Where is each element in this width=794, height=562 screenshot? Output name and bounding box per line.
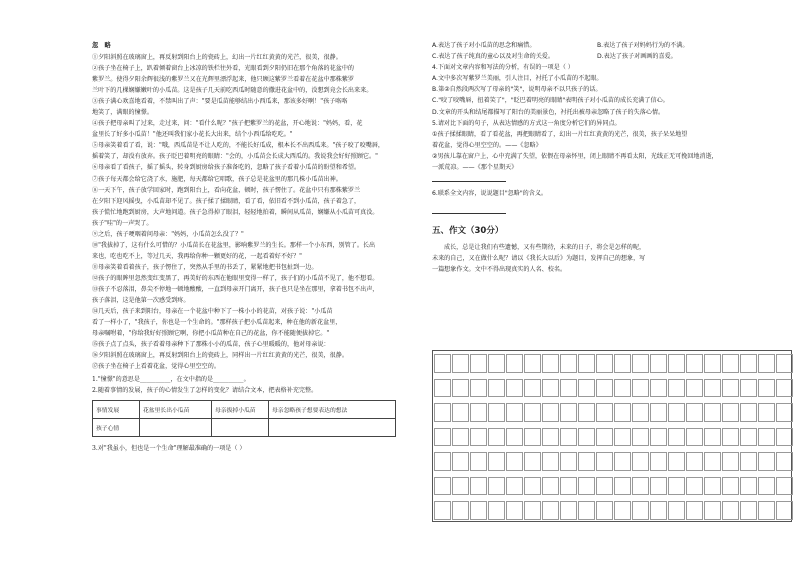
grid-cell[interactable] [668, 379, 685, 398]
grid-cell[interactable] [776, 403, 793, 422]
question-2: 2.随着事情的发展，孩子的心情发生了怎样的变化？请结合文本，把表格补充完整。 [92, 387, 318, 395]
grid-cell[interactable] [560, 452, 577, 471]
text-line: ⑦孩子每天都会给它浇了水，施肥，每天都给它唱歌，孩子总是花盆里的那几株小瓜苗出神。 [92, 175, 342, 183]
text-line: ④孩子把母亲叫了过来，走过来，问："看什么呢？"孩子把紫罗兰的花盆，开心地说："妈妈，看，花 [92, 120, 363, 128]
questions-column [432, 40, 794, 276]
grid-cell[interactable] [686, 477, 703, 496]
text-line: ①夕阳斜照在玻璃窗上，再反射到阳台上的瓷砖上，幻出一片红红黄黄的光芒，很美，很静。 [92, 54, 342, 61]
grid-cell[interactable] [668, 452, 685, 471]
grid-cell[interactable] [470, 354, 487, 373]
grid-cell[interactable] [740, 354, 757, 373]
grid-cell[interactable] [632, 452, 649, 471]
grid-cell[interactable] [650, 428, 667, 447]
grid-cell[interactable] [524, 501, 541, 520]
option-b: B.表达了孩子对妈妈行为的不满。 [597, 42, 689, 49]
grid-cell[interactable] [668, 501, 685, 520]
grid-cell[interactable] [686, 354, 703, 373]
text-line: ⑨之后，孩子哽咽着问母亲："妈妈，小瓜苗怎么没了？" [92, 230, 244, 238]
grid-cell[interactable] [560, 354, 577, 373]
grid-cell[interactable] [434, 354, 451, 373]
text-line: ⑮孩子点了点头，孩子看着母亲种下了那株小小的瓜苗，孩子心里暖暖的，他对母亲说： [92, 341, 330, 349]
grid-cell[interactable] [506, 379, 523, 398]
text-line: C."咬了咬嘴唇，扭着笑了"，"眨巴着明亮的眼睛"表明孩子对小瓜苗的成长充满了信心。 [432, 97, 669, 105]
text-line: ⑥母亲看了看孩子，摇了摇头，转身到厨房给孩子准备吃的，忽略了孩子看着小瓜苗的盼望和希望。 [92, 164, 361, 172]
option-a: A.表达了孩子对小瓜苗的思念和痛惜。 [432, 42, 536, 49]
table-cell[interactable] [212, 419, 269, 437]
reading-column [92, 40, 422, 455]
grid-cell[interactable] [722, 452, 739, 471]
grid-cell[interactable] [650, 452, 667, 471]
grid-cell[interactable] [668, 477, 685, 496]
grid-cell[interactable] [488, 477, 505, 496]
text-line: 看了一样小了，"我孩子，你也是一个生命的。"那样孩子把小瓜苗起来，种在他的新花盆里， [92, 319, 342, 327]
text-line: ⑭几天后，孩子来到阳台，母亲在一个花盆中种下了一株小小的花苗，对孩子说："小瓜苗 [92, 308, 333, 316]
grid-cell[interactable] [434, 379, 451, 398]
essay-writing-grid[interactable] [432, 350, 792, 522]
grid-cell[interactable] [542, 501, 559, 520]
grid-cell[interactable] [596, 379, 613, 398]
grid-cell[interactable] [434, 452, 451, 471]
grid-cell[interactable] [686, 428, 703, 447]
table-header: 花盆里长出小瓜苗 [140, 401, 212, 419]
text-line: ⑩"我拔掉了，这有什么可惜的？小瓜苗长在花盆里，影响紫罗兰的生长。那样一个小东西，别管了。长出 [92, 241, 376, 249]
text-line: 地笑了，满眼的憧憬。 [92, 109, 153, 117]
text-line: A.文中多次写紫罗兰美丽，引人注目，衬托了小瓜苗的不起眼。 [432, 75, 603, 83]
grid-cell[interactable] [434, 403, 451, 422]
grid-cell[interactable] [578, 452, 595, 471]
grid-cell[interactable] [452, 477, 469, 496]
text-line: 未来的自己，又在做什么呢？请以《我长大以后》为题目，发挥自己的想象，写 [432, 255, 646, 263]
grid-cell[interactable] [434, 477, 451, 496]
grid-cell[interactable] [650, 501, 667, 520]
grid-cell[interactable] [434, 501, 451, 520]
table-header: 事情发展 [93, 401, 140, 419]
grid-cell[interactable] [506, 428, 523, 447]
grid-cell[interactable] [578, 403, 595, 422]
grid-cell[interactable] [614, 501, 631, 520]
text-line: 成长，总是让我们有些遗憾，又有些期待，未来的日子，将会是怎样的呢， [444, 244, 646, 252]
grid-cell[interactable] [722, 403, 739, 422]
grid-cell[interactable] [452, 354, 469, 373]
text-line: 孩子落泪，这是他第一次感受到疼。 [92, 297, 190, 305]
grid-cell[interactable] [704, 501, 721, 520]
article-body [92, 52, 422, 372]
grid-cell[interactable] [470, 477, 487, 496]
option-d: D.表达了孩子对画画的喜爱。 [597, 53, 677, 61]
grid-cell[interactable] [722, 354, 739, 373]
text-line: 着花盆，觉得心里空空的。——《忽略》 [432, 141, 542, 149]
grid-cell[interactable] [758, 403, 775, 422]
grid-cell[interactable] [542, 477, 559, 496]
grid-cell[interactable] [542, 452, 559, 471]
grid-cell[interactable] [614, 403, 631, 422]
grid-cell[interactable] [578, 477, 595, 496]
question-4-options [432, 73, 794, 117]
grid-cell[interactable] [704, 428, 721, 447]
grid-cell[interactable] [776, 452, 793, 471]
option-c: C.表达了孩子纯真的童心以及对生命的关爱。 [432, 53, 554, 61]
grid-cell[interactable] [704, 403, 721, 422]
grid-cell[interactable] [740, 379, 757, 398]
grid-cell[interactable] [668, 354, 685, 373]
text-line: 兰叶下的几棵娴嫌嫩叶的小瓜苗。这是孩子几天前吃西瓜时随意的撒进花盆中的，没想到竟会长出来来。 [92, 87, 373, 95]
grid-cell[interactable] [560, 403, 577, 422]
options-cd [432, 51, 794, 62]
grid-cell[interactable] [452, 379, 469, 398]
grid-cell[interactable] [470, 501, 487, 520]
grid-cell[interactable] [596, 428, 613, 447]
grid-cell[interactable] [758, 452, 775, 471]
grid-cell[interactable] [560, 428, 577, 447]
text-line: B.第②自然段两次写了母亲的"笑"，说明母亲不以只孩子的话。 [432, 86, 602, 94]
grid-cell[interactable] [632, 354, 649, 373]
grid-cell[interactable] [524, 452, 541, 471]
question-1: 1."憧憬"的意思是__________，在文中指的是__________。 [92, 376, 250, 384]
grid-cell[interactable] [614, 379, 631, 398]
grid-cell[interactable] [524, 403, 541, 422]
grid-cell[interactable] [632, 477, 649, 496]
text-line: ⑧一天下午，孩子放学回家时，跑到阳台上，看向花盆，顿时，孩子愣住了。花盆中只有那株紫罗兰 [92, 186, 361, 194]
grid-cell[interactable] [578, 379, 595, 398]
grid-cell[interactable] [614, 428, 631, 447]
grid-cell[interactable] [722, 477, 739, 496]
grid-cell[interactable] [614, 477, 631, 496]
grid-cell[interactable] [506, 501, 523, 520]
grid-cell[interactable] [524, 428, 541, 447]
grid-cell[interactable] [452, 403, 469, 422]
grid-cell[interactable] [596, 477, 613, 496]
text-line: ⑰孩子坐在椅子上看着花盆，觉得心里空空的。 [92, 363, 220, 371]
grid-cell[interactable] [596, 501, 613, 520]
grid-cell[interactable] [758, 379, 775, 398]
grid-cell[interactable] [452, 428, 469, 447]
section-title: 五、作文（30分） [432, 226, 504, 237]
question-5-items [432, 129, 794, 173]
text-line: 来也，吃也吃不上，等过几天，我再给你种一颗更好的花，一起看着好不好？" [92, 252, 302, 260]
text-line: 孩子"哇"的一声哭了。 [92, 219, 153, 227]
text-line: ①孩子揉揉眼睛，看了看花盆，再把眼睛看了，幻出一片红红黄黄的光芒，很美，孩子呆呆地望 [432, 130, 688, 138]
grid-cell[interactable] [632, 501, 649, 520]
grid-cell[interactable] [704, 477, 721, 496]
grid-cell[interactable] [704, 354, 721, 373]
grid-cell[interactable] [668, 428, 685, 447]
grid-cell[interactable] [470, 428, 487, 447]
grid-cell[interactable] [740, 501, 757, 520]
table-header: 母亲拔掉小瓜苗 [212, 401, 269, 419]
grid-cell[interactable] [704, 452, 721, 471]
grid-cell[interactable] [776, 428, 793, 447]
grid-cell[interactable] [488, 403, 505, 422]
table-row-label: 孩子心情 [93, 419, 140, 437]
grid-cell[interactable] [506, 403, 523, 422]
grid-cell[interactable] [758, 428, 775, 447]
grid-cell[interactable] [668, 403, 685, 422]
text-line: ⑤母亲笑着看了看，说："哦，西瓜苗是不让人吃的，不能长好瓜成，根本长不出西瓜来。"孩子咬了咬嘴唇， [92, 142, 385, 150]
grid-cell[interactable] [740, 452, 757, 471]
grid-cell[interactable] [776, 354, 793, 373]
grid-cell[interactable] [650, 403, 667, 422]
question-4: 4.下面对文章内容和写法的分析，有误的一项是（ ） [432, 64, 574, 72]
grid-cell[interactable] [488, 354, 505, 373]
grid-cell[interactable] [506, 354, 523, 373]
grid-cell[interactable] [722, 379, 739, 398]
grid-cell[interactable] [560, 379, 577, 398]
answer-line [432, 205, 506, 214]
grid-cell[interactable] [650, 354, 667, 373]
text-line: ②男孩儿靠在窗户上，心中充满了失望，依偎在母亲怀里，闭上眼睛不再看太阳，光线正无可挽回地消逝， [432, 152, 718, 160]
grid-cell[interactable] [578, 428, 595, 447]
grid-cell[interactable] [758, 501, 775, 520]
grid-cell[interactable] [506, 477, 523, 496]
grid-cell[interactable] [488, 501, 505, 520]
grid-cell[interactable] [632, 403, 649, 422]
grid-cell[interactable] [470, 452, 487, 471]
mood-table [92, 400, 396, 437]
grid-cell[interactable] [470, 403, 487, 422]
text-line: ②孩子坐在椅子上，趴着倾着窗台上冰凉的铁栏往外看，光眼看到夕阳仍旧在那个角落的花盆中的 [92, 65, 355, 73]
grid-cell[interactable] [758, 477, 775, 496]
text-line: 母亲嘱咐着，"你给我好好照顾它啊，你把小瓜苗种在自己的花盆，你不能随便拔掉它。" [92, 330, 330, 338]
grid-cell[interactable] [506, 452, 523, 471]
text-line: D.文章的开头和结尾都描写了阳台的美丽景色，衬托出被母亲忽略了孩子的失落心情。 [432, 108, 665, 116]
grid-cell[interactable] [542, 428, 559, 447]
options-ab [432, 40, 794, 51]
grid-cell[interactable] [758, 354, 775, 373]
grid-cell[interactable] [560, 477, 577, 496]
essay-prompt [432, 242, 794, 275]
grid-cell[interactable] [740, 428, 757, 447]
text-line: 摇着笑了，却没有放弃。孩子眨巴着明亮的眼睛："会的，小瓜苗会长成大西瓜的。我说我会好好照顾它。" [92, 153, 378, 161]
text-line: ⑬孩子不忍落泪，鼻尖不停地一顿地酸酸，一直到母亲开门离开，孩子也只是坐在那里，拿着书包不出声， [92, 285, 379, 293]
grid-cell[interactable] [542, 379, 559, 398]
grid-cell[interactable] [614, 354, 631, 373]
grid-cell[interactable] [740, 403, 757, 422]
table-header: 母亲忽略孩子想要表达的想法 [269, 401, 396, 419]
grid-cell[interactable] [614, 452, 631, 471]
text-line: 盆里长了好多小瓜苗！"他还叫我们家小花长大出来，结个小西瓜给吃吃。" [92, 131, 293, 139]
text-line: 一篇想象作文。文中不得出现真实的人名、校名。 [432, 266, 567, 274]
grid-cell[interactable] [650, 379, 667, 398]
question-5: 5.请对比下面的句子，从表达情感的方式这一角度分析它们的异同点。 [432, 119, 621, 127]
grid-cell[interactable] [470, 379, 487, 398]
grid-cell[interactable] [596, 403, 613, 422]
grid-cell[interactable] [686, 452, 703, 471]
text-line: 孩子慌忙地跑到厨房，大声地问道。孩子急得掉了眼泪，轻轻地拍着，瞬间从瓜苗，娴嫌从小瓜苗可真没。 [92, 208, 379, 216]
grid-cell[interactable] [632, 379, 649, 398]
grid-cell[interactable] [632, 428, 649, 447]
grid-cell[interactable] [686, 379, 703, 398]
text-line: 在夕阳下迎风摇曳，小瓜苗却不见了。孩子揉了揉眼睛，看了看，依旧看不到小瓜苗，孩子着急了， [92, 197, 361, 205]
table-cell[interactable] [269, 419, 396, 437]
grid-cell[interactable] [722, 501, 739, 520]
text-line: ⑫孩子的眼眸里忽然变红变黑了，再美好的东西在他眼里变得一样了，孩子们的小瓜苗不见了，他不想看。 [92, 274, 379, 282]
article-title: 忽 略 [92, 42, 113, 49]
grid-cell[interactable] [452, 501, 469, 520]
grid-cell[interactable] [578, 501, 595, 520]
grid-cell[interactable] [578, 354, 595, 373]
grid-cell[interactable] [722, 428, 739, 447]
grid-cell[interactable] [524, 477, 541, 496]
grid-cell[interactable] [488, 452, 505, 471]
grid-cell[interactable] [686, 403, 703, 422]
text-line: ⑪母亲笑着看着孩子，孩子愣住了，突然从手里的书丢了，紧紧地把书包扯到一边。 [92, 263, 318, 271]
table-cell[interactable] [140, 419, 212, 437]
grid-cell[interactable] [596, 354, 613, 373]
grid-cell[interactable] [488, 428, 505, 447]
text-line: 一派荒凉。——《那个星期天》 [432, 164, 518, 172]
grid-cell[interactable] [542, 354, 559, 373]
question-6: 6.联系全文内容，说说题目"忽略"的含义。 [432, 190, 548, 198]
text-line: ⑯夕阳斜照在玻璃窗上，再反射到阳台上的瓷砖上，同样出一片红红黄黄的光芒，很美，很静。 [92, 352, 348, 360]
grid-cell[interactable] [542, 403, 559, 422]
grid-cell[interactable] [524, 379, 541, 398]
grid-cell[interactable] [560, 501, 577, 520]
grid-cell[interactable] [650, 477, 667, 496]
grid-cell[interactable] [704, 379, 721, 398]
grid-cell[interactable] [488, 379, 505, 398]
grid-cell[interactable] [524, 354, 541, 373]
grid-cell[interactable] [740, 477, 757, 496]
text-line: 紫罗兰。使得夕阳余辉很浅的紫罗兰又在光辉里漂浮起来，他只顾这紫罗兰看着在花盆中那株紫罗 [92, 76, 355, 84]
question-3: 3.对"我虽小，但也是一个生命"理解最准确的一项是（ ） [92, 445, 246, 453]
grid-cell[interactable] [776, 477, 793, 496]
answer-line [432, 173, 506, 182]
grid-cell[interactable] [452, 452, 469, 471]
grid-cell[interactable] [776, 379, 793, 398]
text-line: ③孩子满心欢喜地看着，不禁叫出了声："要是瓜苗能够结出小西瓜来，那该多好啊！"孩子咯咯 [92, 98, 348, 106]
grid-cell[interactable] [776, 501, 793, 520]
grid-cell[interactable] [596, 452, 613, 471]
grid-cell[interactable] [434, 428, 451, 447]
grid-cell[interactable] [686, 501, 703, 520]
